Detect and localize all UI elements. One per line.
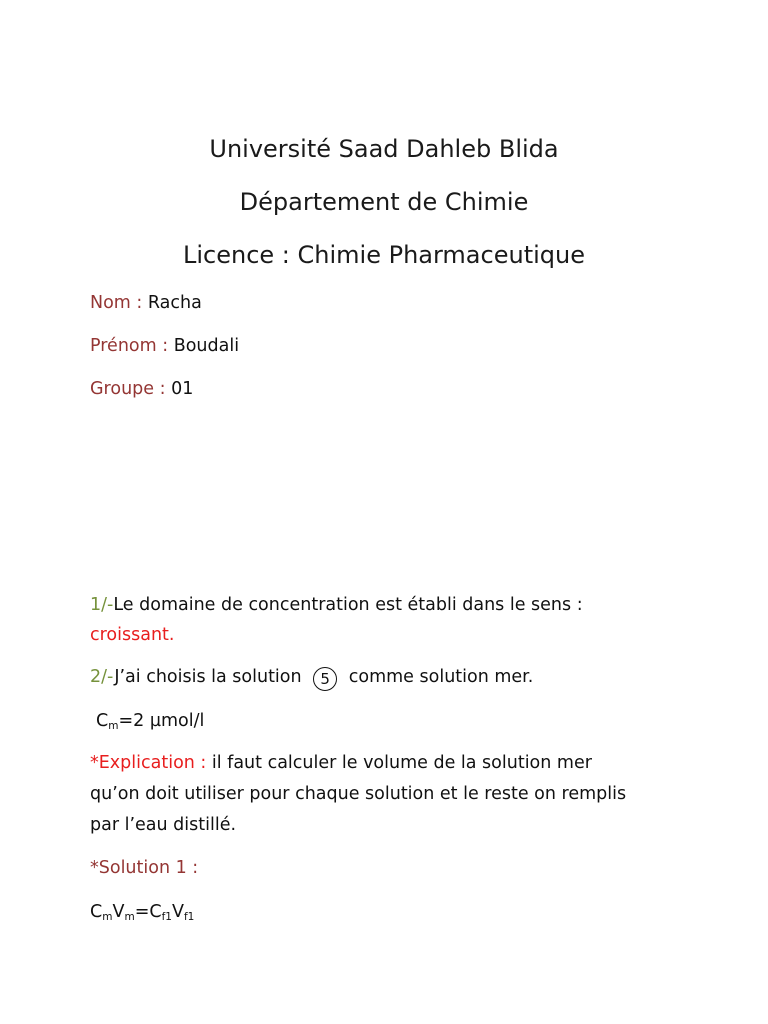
licence-title: Licence : Chimie Pharmaceutique (183, 241, 585, 269)
explication-text-1: il faut calculer le volume de la solution mer (211, 753, 592, 773)
university-title: Université Saad Dahleb Blida (209, 135, 559, 163)
cm-value: =2 µmol/l (118, 711, 205, 731)
explication-line-1 (90, 752, 592, 774)
explication-text-3: par l’eau distillé. (90, 815, 237, 835)
question-2-number: 2/- (90, 667, 115, 687)
eq-c1: C (90, 902, 103, 922)
nom-label: Nom : (90, 293, 148, 313)
question-2-text-after: comme solution mer. (348, 667, 534, 687)
explication-text-2: qu’on doit utiliser pour chaque solution et le reste on remplis (90, 784, 627, 804)
question-1-answer: croissant. (90, 625, 175, 645)
eq-c2: C (149, 902, 162, 922)
cm-subscript: m (108, 720, 119, 732)
dilution-equation (90, 901, 194, 923)
circled-number: 5 (313, 667, 337, 691)
eq-c2-sub: f1 (161, 911, 172, 923)
question-1-answer-line (90, 624, 174, 646)
eq-v2-sub: f1 (183, 911, 195, 923)
solution-1-label: *Solution 1 : (90, 858, 199, 878)
eq-v1: V (112, 902, 125, 922)
solution-1-heading (90, 857, 198, 879)
nom-value: Racha (147, 293, 202, 313)
question-1-text: Le domaine de concentration est établi dans le sens : (113, 595, 583, 615)
nom-line (90, 292, 202, 314)
prenom-line (90, 335, 239, 357)
eq-v2: V (171, 902, 184, 922)
prenom-label: Prénom : (90, 336, 174, 356)
question-2-line (90, 666, 533, 691)
cm-symbol: C (96, 711, 109, 731)
prenom-value: Boudali (173, 336, 240, 356)
eq-c1-sub: m (102, 911, 113, 923)
eq-v1-sub: m (124, 911, 135, 923)
question-1-line (90, 594, 583, 616)
cm-formula (96, 710, 204, 732)
question-2-text-before: J’ai choisis la solution (114, 667, 302, 687)
eq-equals: = (134, 902, 150, 922)
explication-label: *Explication : (90, 753, 212, 773)
explication-line-2 (90, 783, 626, 805)
department-title: Département de Chimie (239, 188, 529, 216)
question-1-number: 1/- (90, 595, 114, 615)
groupe-value: 01 (171, 379, 194, 399)
explication-line-3 (90, 814, 236, 836)
groupe-line (90, 378, 193, 400)
groupe-label: Groupe : (90, 379, 172, 399)
